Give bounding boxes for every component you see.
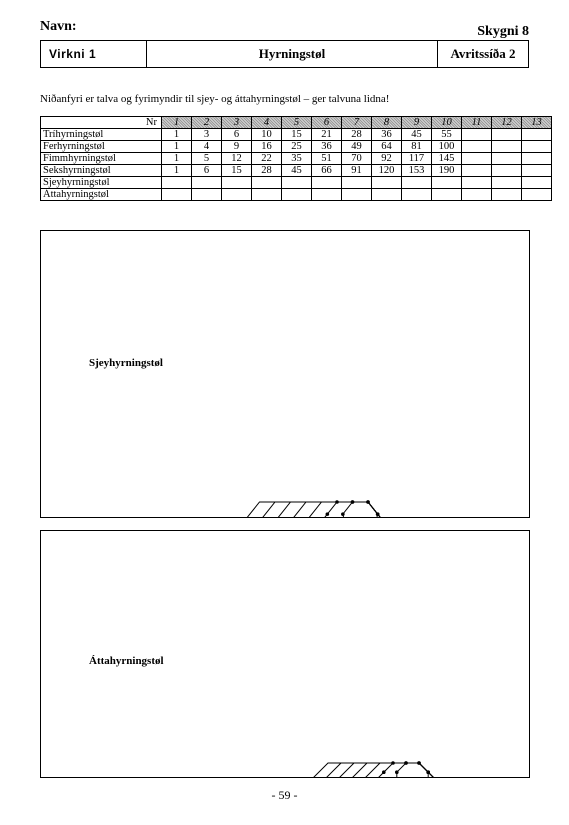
header-box [40,40,529,68]
table-cell: 117 [402,153,432,165]
table-cell: 1 [162,165,192,177]
table-cell: 92 [372,153,402,165]
table-cell[interactable] [492,177,522,189]
table-cell[interactable] [342,189,372,201]
page-title: Hyrningstøl [147,41,438,67]
column-header: 1 [162,117,192,129]
table-cell[interactable] [432,177,462,189]
skygni-label: Skygni 8 [477,24,529,39]
table-cell: 66 [312,165,342,177]
column-header: 8 [372,117,402,129]
table-cell: 45 [402,129,432,141]
table-cell: 100 [432,141,462,153]
polygon-outline [286,763,474,777]
table-cell[interactable] [402,189,432,201]
octagon-label: Áttahyrningstøl [89,655,164,667]
table-cell[interactable] [462,189,492,201]
nr-header: Nr [41,117,162,129]
polygon-number-table [40,116,552,201]
table-cell: 12 [222,153,252,165]
table-cell[interactable] [192,177,222,189]
page-number: - 59 - [271,788,298,802]
row-label: Sekshyrningstøl [41,165,162,177]
table-cell: 15 [282,129,312,141]
table-cell[interactable] [462,141,492,153]
polygon-outline [330,763,456,777]
table-header-row [41,117,552,129]
table-cell: 36 [372,129,402,141]
polygon-dot [341,512,345,516]
row-label: Áttahyrningstøl [41,189,162,201]
table-row [41,177,552,189]
table-cell: 25 [282,141,312,153]
table-cell[interactable] [492,189,522,201]
table-cell[interactable] [522,129,552,141]
table-row [41,189,552,201]
table-cell[interactable] [342,177,372,189]
table-cell[interactable] [522,189,552,201]
column-header: 4 [252,117,282,129]
table-cell[interactable] [462,177,492,189]
table-row [41,129,552,141]
table-cell[interactable] [312,189,342,201]
row-label: Sjeyhyrningstøl [41,177,162,189]
row-label: Fimmhyrningstøl [41,153,162,165]
polygon-dot [366,500,370,504]
table-row [41,141,552,153]
table-cell: 6 [192,165,222,177]
table-cell: 190 [432,165,462,177]
polygon-dot [326,512,330,516]
polygon-dot [335,500,339,504]
table-cell: 6 [222,129,252,141]
table-cell[interactable] [222,177,252,189]
table-cell: 28 [342,129,372,141]
table-cell[interactable] [252,189,282,201]
column-header: 6 [312,117,342,129]
table-cell[interactable] [522,153,552,165]
table-cell: 1 [162,141,192,153]
table-row [41,153,552,165]
polygon-dot [426,770,430,774]
row-label: Tríhyrningstøl [41,129,162,141]
polygon-dot [382,770,386,774]
polygon-outline [242,502,416,517]
table-cell: 22 [252,153,282,165]
table-cell: 153 [402,165,432,177]
table-cell[interactable] [162,189,192,201]
table-cell: 55 [432,129,462,141]
table-cell: 5 [192,153,222,165]
column-header: 9 [402,117,432,129]
polygon-outline [397,763,428,777]
column-header: 10 [432,117,462,129]
polygon-outline [217,502,426,517]
polygon-dot [376,512,380,516]
table-cell[interactable] [492,165,522,177]
table-cell[interactable] [492,129,522,141]
virkni-label: Virkni 1 [41,41,147,67]
table-cell[interactable] [252,177,282,189]
table-cell: 45 [282,165,312,177]
table-cell[interactable] [522,141,552,153]
table-cell[interactable] [522,177,552,189]
table-cell[interactable] [222,189,252,201]
table-cell[interactable] [282,189,312,201]
table-cell[interactable] [462,153,492,165]
table-cell: 1 [162,129,192,141]
column-header: 12 [492,117,522,129]
table-cell[interactable] [192,189,222,201]
table-cell: 3 [192,129,222,141]
column-header: 5 [282,117,312,129]
heptagon-panel [40,230,530,518]
table-cell[interactable] [162,177,192,189]
table-cell: 15 [222,165,252,177]
polygon-outline [343,502,378,517]
polygon-dot [395,770,399,774]
table-cell: 81 [402,141,432,153]
table-cell[interactable] [282,177,312,189]
name-label: Navn: [40,19,77,34]
column-header: 3 [222,117,252,129]
table-cell[interactable] [492,141,522,153]
polygon-dot [351,500,355,504]
polygon-outline [192,502,436,517]
table-cell: 70 [342,153,372,165]
column-header: 2 [192,117,222,129]
table-cell[interactable] [432,189,462,201]
table-cell: 64 [372,141,402,153]
column-header: 13 [522,117,552,129]
table-cell: 4 [192,141,222,153]
polygon-dot [417,761,421,765]
octagon-figure [41,531,529,777]
avritssida-label: Avritssíða 2 [450,46,516,61]
table-cell[interactable] [462,129,492,141]
table-cell[interactable] [312,177,342,189]
table-cell: 36 [312,141,342,153]
table-cell[interactable] [402,177,432,189]
table-cell: 21 [312,129,342,141]
octagon-panel [40,530,530,778]
table-cell: 35 [282,153,312,165]
column-header: 7 [342,117,372,129]
table-cell: 1 [162,153,192,165]
table-cell: 16 [252,141,282,153]
table-cell: 51 [312,153,342,165]
table-cell: 145 [432,153,462,165]
table-cell: 28 [252,165,282,177]
heptagon-figure [41,231,529,517]
heptagon-label: Sjeyhyrningstøl [89,357,163,369]
table-cell[interactable] [372,189,402,201]
polygon-dot [404,761,408,765]
table-cell: 9 [222,141,252,153]
table-cell[interactable] [372,177,402,189]
table-cell: 10 [252,129,282,141]
table-cell: 91 [342,165,372,177]
polygon-dot [391,761,395,765]
table-cell: 49 [342,141,372,153]
table-row [41,165,552,177]
table-cell[interactable] [522,165,552,177]
row-label: Ferhyrningstøl [41,141,162,153]
table-cell[interactable] [492,153,522,165]
intro-text: Niðanfyri er talva og fyrimyndir til sjey- og áttahyrningstøl – ger talvuna lidna! [40,93,390,105]
column-header: 11 [462,117,492,129]
table-cell[interactable] [462,165,492,177]
table-cell: 120 [372,165,402,177]
polygon-outline [293,502,397,517]
